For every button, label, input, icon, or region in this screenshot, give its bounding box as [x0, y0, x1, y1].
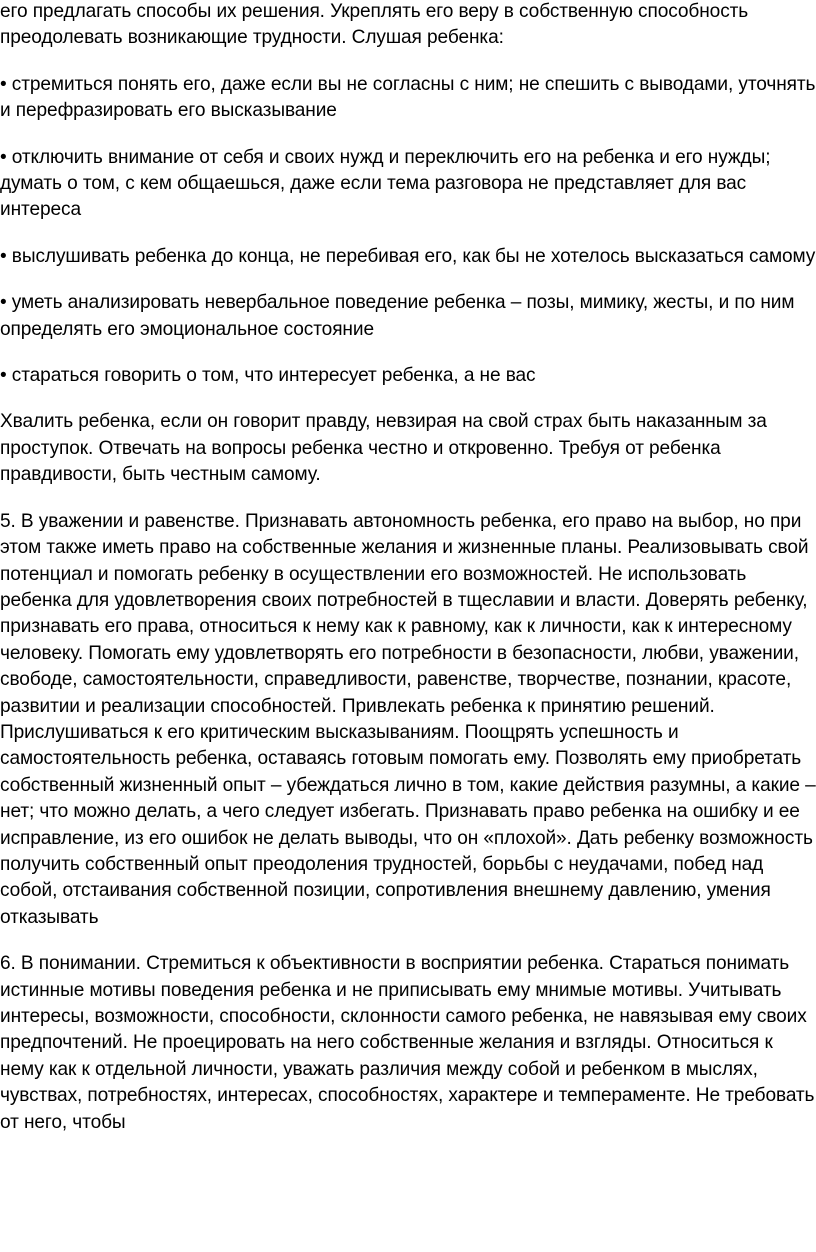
- bullet-listen-to-end: • выслушивать ребенка до конца, не перебивая его, как бы не хотелось высказаться самому: [0, 245, 816, 267]
- paragraph-intro-listening: его предлагать способы их решения. Укреплять его веру в собственную способность преодолевать возникающие трудности. Слушая ребенка:: [0, 1, 749, 49]
- paragraph-respect-equality: 5. В уважении и равенстве. Признавать автономность ребенка, его право на выбор, но при этом также иметь право на собственные желания и жизненные планы. Реализовывать свой потенциал и помогать ребенку в осуществлении его возможностей. Не использовать ребенка для удовлетворения своих потребностей в тщеславии и власти. Доверять ребенку, признавать его права, относиться к нему как к равному, как к личности, как к интересному человеку. Помогать ему удовлетворять его потребности в безопасности, любви, уважении, свободе, самостоятельности, справедливости, равенстве, творчестве, познании, красоте, развитии и реализации способностей. Привлекать ребенка к принятию решений. Прислушиваться к его критическим высказываниям. Поощрять успешность и самостоятельность ребенка, оставаясь готовым помогать ему. Позволять ему приобретать собственный жизненный опыт – убеждаться лично в том, какие действия разумны, а какие – нет; что можно делать, а чего следует избегать. Признавать право ребенка на ошибку и ее исправление, из его ошибок не делать выводы, что он «плохой». Дать ребенку возможность получить собственный опыт преодоления трудностей, борьбы с неудачами, побед над собой, отстаивания собственной позиции, сопротивления внешнему давлению, умения отказывать: [0, 510, 816, 928]
- paragraph-understanding: 6. В понимании. Стремиться к объективности в восприятии ребенка. Стараться понимать истинные мотивы поведения ребенка и не приписывать ему мнимые мотивы. Учитывать интересы, возможности, способности, склонности самого ребенка, не навязывая ему своих предпочтений. Не проецировать на него собственные желания и взгляды. Относиться к нему как к отдельной личности, уважать различия между собой и ребенком в мыслях, чувствах, потребностях, интересах, способностях, характере и темпераменте. Не требовать от него, чтобы: [0, 953, 815, 1133]
- bullet-child-interests: • стараться говорить о том, что интересует ребенка, а не вас: [0, 365, 536, 387]
- paragraph-honesty: Хвалить ребенка, если он говорит правду, невзирая на свой страх быть наказанным за проступок. Отвечать на вопросы ребенка честно и откровенно. Требуя от ребенка правдивости, быть честным самому.: [0, 411, 767, 486]
- bullet-nonverbal: • уметь анализировать невербальное поведение ребенка – позы, мимику, жесты, и по ним определять его эмоциональное состояние: [0, 292, 795, 340]
- bullet-understand: • стремиться понять его, даже если вы не согласны с ним; не спешить с выводами, уточнять и перефразировать его высказывание: [0, 73, 816, 122]
- bullet-switch-attention: • отключить внимание от себя и своих нужд и переключить его на ребенка и его нужды; думать о том, с кем общаешься, даже если тема разговора не представляет для вас интереса: [0, 146, 771, 221]
